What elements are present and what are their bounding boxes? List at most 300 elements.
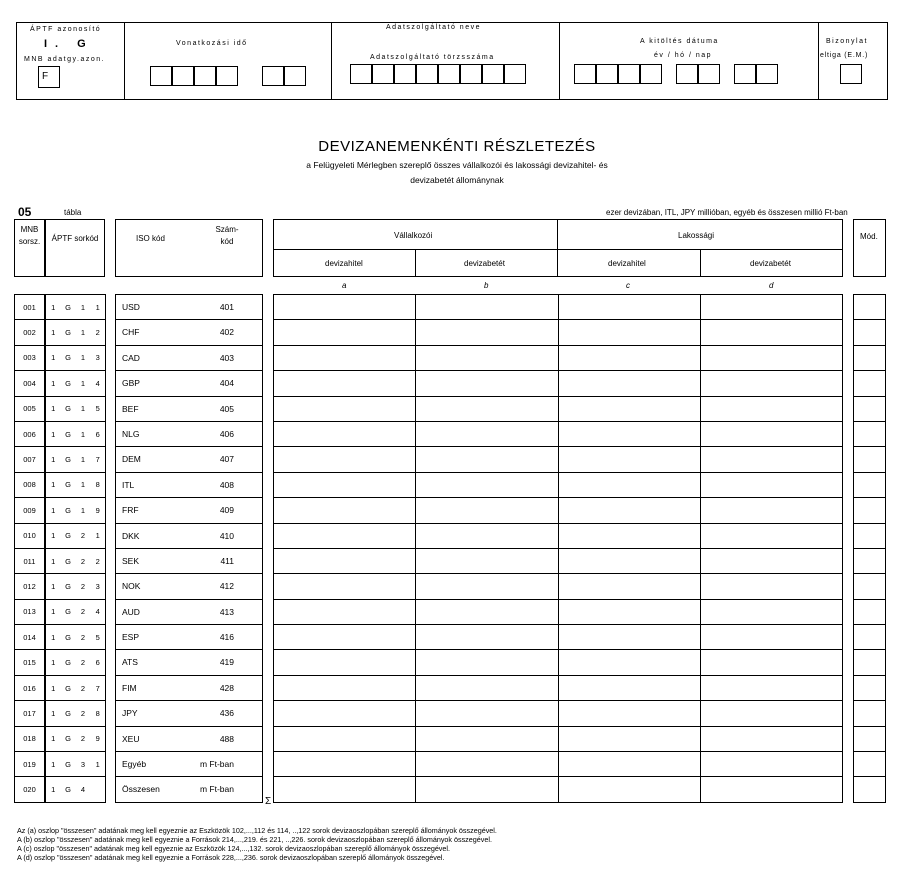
row-iso-code: CHF: [122, 327, 140, 338]
row-sorsz: 012: [15, 574, 45, 599]
row-sorsz: 017: [15, 701, 45, 726]
row-code-digit: G: [61, 650, 76, 675]
row-code-digit: 1: [46, 599, 61, 624]
row-iso: [116, 675, 263, 700]
row-num-code: 404: [219, 378, 234, 389]
table-row: [46, 752, 106, 777]
mod-cell[interactable]: [854, 752, 886, 777]
data-cell-d[interactable]: [700, 371, 842, 396]
row-code-digit: 6: [91, 650, 106, 675]
data-row: [274, 447, 843, 472]
data-cell-d[interactable]: [700, 421, 842, 446]
row-sorsz: 013: [15, 599, 45, 624]
row-code-digit: 2: [76, 599, 91, 624]
data-cell-c[interactable]: [558, 421, 700, 446]
data-cell-c[interactable]: [558, 295, 700, 320]
row-num-code: 405: [219, 403, 234, 414]
row-code-digit: G: [61, 777, 76, 802]
data-cell-b[interactable]: [416, 447, 558, 472]
fill-date-sub: év / hó / nap: [654, 52, 713, 59]
row-code-digit: [91, 777, 106, 802]
data-cell-c[interactable]: [558, 548, 700, 573]
row-sorsz: 014: [15, 625, 45, 650]
row-code-digit: 1: [46, 320, 61, 345]
data-cell-b[interactable]: [416, 777, 558, 802]
row-num-code: 412: [219, 581, 234, 592]
data-cell-c[interactable]: [558, 574, 700, 599]
row-code-digit: 3: [76, 752, 91, 777]
row-code-digit: G: [61, 447, 76, 472]
row-sorsz: 004: [15, 371, 45, 396]
row-num-code: 410: [219, 530, 234, 541]
mod-cell[interactable]: [854, 320, 886, 345]
note-a: Az (a) oszlop "összesen" adatának meg kell egyeznie az Eszközök 102,...,112 és 114, ..,122 sorok devizaoszlopában szereplő állományok összegével.: [17, 826, 497, 835]
data-row: [274, 371, 843, 396]
table-row: [46, 625, 106, 650]
mod-cell[interactable]: [854, 472, 886, 497]
data-cell-d[interactable]: [700, 726, 842, 751]
row-iso-code: FIM: [122, 682, 137, 693]
row-code-digit: 2: [76, 726, 91, 751]
col-c-header: devizahitel: [608, 259, 646, 268]
mod-cell[interactable]: [854, 726, 886, 751]
data-row: [274, 295, 843, 320]
table-row: [46, 548, 106, 573]
data-cell-c[interactable]: [558, 345, 700, 370]
data-cell-b[interactable]: [416, 421, 558, 446]
data-cell-b[interactable]: [416, 625, 558, 650]
row-sorsz: 005: [15, 396, 45, 421]
row-code-digit: 2: [76, 650, 91, 675]
data-cell-b[interactable]: [416, 523, 558, 548]
data-cell-d[interactable]: [700, 523, 842, 548]
row-sorsz: 003: [15, 345, 45, 370]
row-code-digit: 1: [91, 295, 106, 320]
mnb-label: MNB adatgy.azon.: [24, 56, 106, 63]
footnotes: [17, 826, 497, 862]
row-code-digit: G: [61, 701, 76, 726]
data-cell-a[interactable]: [274, 726, 416, 751]
row-code-digit: 4: [91, 599, 106, 624]
data-cell-a[interactable]: [274, 371, 416, 396]
row-code-digit: 2: [76, 625, 91, 650]
cert-label: Bizonylat: [826, 38, 868, 45]
table-row: [46, 421, 106, 446]
data-cell-d[interactable]: [700, 625, 842, 650]
row-code-digit: 1: [46, 650, 61, 675]
row-code-digit: 2: [76, 701, 91, 726]
row-iso: [116, 472, 263, 497]
data-cell-a[interactable]: [274, 421, 416, 446]
data-cell-a[interactable]: [274, 599, 416, 624]
row-iso-code: SEK: [122, 555, 140, 566]
data-row: [274, 701, 843, 726]
sorsz-column: [14, 294, 45, 803]
mod-cell[interactable]: [854, 396, 886, 421]
row-iso: [116, 345, 263, 370]
data-cell-d[interactable]: [700, 295, 842, 320]
sigma-mark: Σ: [265, 796, 272, 807]
data-cell-c[interactable]: [558, 371, 700, 396]
row-code-digit: 1: [76, 421, 91, 446]
period-label: Vonatkozási idő: [176, 40, 248, 47]
row-iso: [116, 726, 263, 751]
row-code-digit: 3: [91, 345, 106, 370]
mnb-value: F: [42, 71, 49, 82]
data-cell-a[interactable]: [274, 574, 416, 599]
data-row: [274, 675, 843, 700]
data-cell-c[interactable]: [558, 498, 700, 523]
mod-column: [853, 294, 886, 803]
row-iso-code: ITL: [122, 479, 135, 490]
data-cell-b[interactable]: [416, 650, 558, 675]
mod-cell[interactable]: [854, 345, 886, 370]
data-cell-d[interactable]: [700, 777, 842, 802]
row-code-digit: 1: [91, 523, 106, 548]
row-num-code: 419: [219, 657, 234, 668]
mod-cell[interactable]: [854, 777, 886, 802]
row-num-code: 403: [219, 352, 234, 363]
data-cell-b[interactable]: [416, 498, 558, 523]
row-code-digit: 2: [76, 523, 91, 548]
row-sorsz: 006: [15, 421, 45, 446]
row-sorsz: 010: [15, 523, 45, 548]
data-row: [274, 498, 843, 523]
row-code-digit: 1: [76, 498, 91, 523]
data-cell-d[interactable]: [700, 599, 842, 624]
data-cell-a[interactable]: [274, 295, 416, 320]
row-iso-code: CAD: [122, 352, 140, 363]
row-code-digit: 1: [46, 295, 61, 320]
data-cell-c[interactable]: [558, 752, 700, 777]
mod-header: Mód.: [853, 219, 886, 277]
row-code-digit: G: [61, 345, 76, 370]
data-cell-a[interactable]: [274, 345, 416, 370]
row-code-digit: 1: [46, 447, 61, 472]
table-row: [46, 675, 106, 700]
data-row: [274, 320, 843, 345]
cert-sub: eltiga (E.M.): [820, 52, 869, 59]
data-cell-d[interactable]: [700, 650, 842, 675]
mod-cell[interactable]: [854, 498, 886, 523]
row-code-digit: 1: [91, 752, 106, 777]
data-row: [274, 345, 843, 370]
table-row: [46, 523, 106, 548]
mod-cell[interactable]: [854, 295, 886, 320]
row-code-digit: G: [61, 523, 76, 548]
data-row: [274, 777, 843, 802]
data-cell-b[interactable]: [416, 345, 558, 370]
data-cell-b[interactable]: [416, 472, 558, 497]
mod-cell[interactable]: [854, 625, 886, 650]
data-cell-c[interactable]: [558, 701, 700, 726]
row-code-digit: 1: [46, 421, 61, 446]
data-cell-a[interactable]: [274, 472, 416, 497]
data-cell-a[interactable]: [274, 675, 416, 700]
letter-a: a: [342, 281, 347, 290]
data-cell-c[interactable]: [558, 777, 700, 802]
row-sorsz: 008: [15, 472, 45, 497]
lakossagi-header: Lakossági: [678, 231, 715, 240]
data-cell-b[interactable]: [416, 701, 558, 726]
mod-cell[interactable]: [854, 523, 886, 548]
row-iso-code: USD: [122, 302, 140, 312]
mod-cell[interactable]: [854, 548, 886, 573]
data-cell-b[interactable]: [416, 599, 558, 624]
row-code-digit: 1: [76, 396, 91, 421]
row-iso-code: ATS: [122, 657, 138, 668]
page-subtitle-2: devizabetét állománynak: [410, 175, 504, 185]
row-code-digit: 8: [91, 472, 106, 497]
provider-name-label: Adatszolgáltató neve: [386, 24, 481, 31]
data-cell-a[interactable]: [274, 498, 416, 523]
data-cell-c[interactable]: [558, 523, 700, 548]
row-iso: [116, 421, 263, 446]
row-code-digit: 1: [76, 447, 91, 472]
row-code-digit: 1: [46, 574, 61, 599]
aptf-code-column: [45, 294, 106, 803]
row-sorsz: 019: [15, 752, 45, 777]
data-row: [274, 548, 843, 573]
row-num-code: 413: [219, 606, 234, 617]
data-cell-a[interactable]: [274, 396, 416, 421]
row-code-digit: G: [61, 396, 76, 421]
aptf-label: ÁPTF azonosító: [30, 26, 102, 33]
data-cell-c[interactable]: [558, 320, 700, 345]
row-code-digit: G: [61, 371, 76, 396]
data-cell-c[interactable]: [558, 726, 700, 751]
mod-cell[interactable]: [854, 421, 886, 446]
data-cell-a[interactable]: [274, 447, 416, 472]
row-code-digit: 3: [91, 574, 106, 599]
table-row: [46, 599, 106, 624]
iso-header: ISO kód Szám-kód: [115, 219, 263, 277]
row-iso-code: JPY: [122, 708, 138, 719]
data-cell-d[interactable]: [700, 320, 842, 345]
row-iso-code: BEF: [122, 403, 139, 414]
row-code-digit: 1: [46, 371, 61, 396]
row-iso: [116, 498, 263, 523]
row-sorsz: 016: [15, 675, 45, 700]
data-row: [274, 523, 843, 548]
row-iso: [116, 574, 263, 599]
row-sorsz: 018: [15, 726, 45, 751]
fill-date-label: A kitöltés dátuma: [640, 38, 719, 45]
data-cell-d[interactable]: [700, 548, 842, 573]
row-code-digit: 1: [76, 371, 91, 396]
row-code-digit: G: [61, 472, 76, 497]
row-code-digit: G: [61, 752, 76, 777]
row-code-digit: G: [61, 599, 76, 624]
row-code-digit: 9: [91, 726, 106, 751]
row-code-digit: 1: [76, 472, 91, 497]
row-num-code: 411: [220, 555, 234, 566]
row-code-digit: 7: [91, 447, 106, 472]
table-row: [46, 777, 106, 802]
data-row: [274, 421, 843, 446]
row-iso: [116, 320, 263, 345]
letter-d: d: [769, 281, 774, 290]
row-num-code: 402: [219, 327, 234, 338]
row-code-digit: 2: [76, 548, 91, 573]
col-b-header: devizabetét: [464, 259, 505, 268]
data-cell-c[interactable]: [558, 599, 700, 624]
data-cell-a[interactable]: [274, 548, 416, 573]
row-sorsz: 007: [15, 447, 45, 472]
row-iso-code: Összesen: [122, 784, 160, 795]
row-num-code: 488: [219, 733, 234, 744]
data-cell-d[interactable]: [700, 752, 842, 777]
table-row: [46, 701, 106, 726]
row-code-digit: 7: [91, 675, 106, 700]
row-code-digit: 1: [46, 777, 61, 802]
data-cell-c[interactable]: [558, 650, 700, 675]
row-code-digit: 2: [91, 320, 106, 345]
row-code-digit: 1: [46, 675, 61, 700]
data-cell-d[interactable]: [700, 472, 842, 497]
data-cell-a[interactable]: [274, 752, 416, 777]
row-code-digit: G: [61, 320, 76, 345]
data-cell-a[interactable]: [274, 320, 416, 345]
mod-cell[interactable]: [854, 371, 886, 396]
data-row: [274, 599, 843, 624]
row-code-digit: 1: [46, 498, 61, 523]
table-row: [46, 345, 106, 370]
data-cell-b[interactable]: [416, 396, 558, 421]
row-code-digit: 1: [76, 320, 91, 345]
col-a-header: devizahitel: [325, 259, 363, 268]
mod-cell[interactable]: [854, 675, 886, 700]
row-code-digit: 2: [76, 675, 91, 700]
row-code-digit: 6: [91, 421, 106, 446]
data-cell-d[interactable]: [700, 345, 842, 370]
row-num-code: 428: [219, 682, 234, 693]
data-cell-b[interactable]: [416, 548, 558, 573]
row-iso: [116, 396, 263, 421]
row-num-code: 436: [219, 708, 234, 719]
row-iso: [116, 447, 263, 472]
table-row: [46, 650, 106, 675]
col-d-header: devizabetét: [750, 259, 791, 268]
table-row: [46, 371, 106, 396]
data-cell-d[interactable]: [700, 675, 842, 700]
table-row: [46, 472, 106, 497]
row-iso: [116, 295, 263, 320]
data-cell-b[interactable]: [416, 752, 558, 777]
data-cell-c[interactable]: [558, 472, 700, 497]
row-num-code: 416: [219, 632, 234, 643]
data-row: [274, 726, 843, 751]
page-subtitle-1: a Felügyeleti Mérlegben szereplő összes vállalkozói és lakossági devizahitel- és: [306, 160, 608, 170]
data-cell-b[interactable]: [416, 371, 558, 396]
row-code-digit: G: [61, 295, 76, 320]
note-b: A (b) oszlop "összesen" adatának meg kell egyeznie a Források 214,...,219. és 221, ..,226. sorok devizaoszlopában szereplő állományok összegével.: [17, 835, 492, 844]
row-code-digit: 1: [46, 752, 61, 777]
data-row: [274, 396, 843, 421]
row-code-digit: 4: [76, 777, 91, 802]
data-cell-a[interactable]: [274, 650, 416, 675]
row-code-digit: 1: [46, 548, 61, 573]
data-cell-b[interactable]: [416, 574, 558, 599]
row-code-digit: 2: [76, 574, 91, 599]
row-iso: [116, 548, 263, 573]
mod-cell[interactable]: [854, 701, 886, 726]
data-cell-d[interactable]: [700, 396, 842, 421]
row-iso: [116, 599, 263, 624]
page-title: DEVIZANEMENKÉNTI RÉSZLETEZÉS: [318, 138, 596, 155]
data-cell-a[interactable]: [274, 777, 416, 802]
row-code-digit: 1: [46, 701, 61, 726]
row-num-code: 406: [219, 428, 234, 439]
data-cell-c[interactable]: [558, 625, 700, 650]
data-cell-b[interactable]: [416, 726, 558, 751]
row-sorsz: 009: [15, 498, 45, 523]
data-cell-a[interactable]: [274, 625, 416, 650]
units-note: ezer devizában, ITL, JPY millióban, egyéb és összesen millió Ft-ban: [606, 208, 848, 217]
mod-cell[interactable]: [854, 447, 886, 472]
data-grid: [273, 294, 843, 803]
row-code-digit: 1: [46, 396, 61, 421]
row-num-code: 408: [219, 479, 234, 490]
data-cell-d[interactable]: [700, 701, 842, 726]
data-cell-d[interactable]: [700, 447, 842, 472]
row-num-code: m Ft-ban: [199, 784, 234, 795]
data-cell-c[interactable]: [558, 396, 700, 421]
mod-cell[interactable]: [854, 574, 886, 599]
data-cell-b[interactable]: [416, 320, 558, 345]
row-iso-code: NLG: [122, 428, 140, 439]
row-sorsz: 002: [15, 320, 45, 345]
mod-cell[interactable]: [854, 650, 886, 675]
row-sorsz: 011: [15, 548, 45, 573]
table-row: [46, 396, 106, 421]
letter-c: c: [626, 281, 630, 290]
table-row: [46, 447, 106, 472]
row-code-digit: 2: [91, 548, 106, 573]
data-cell-d[interactable]: [700, 498, 842, 523]
row-code-digit: 8: [91, 701, 106, 726]
data-row: [274, 472, 843, 497]
row-code-digit: G: [61, 548, 76, 573]
cert-box[interactable]: [840, 64, 862, 84]
mnb-value-box[interactable]: [38, 66, 60, 88]
mod-cell[interactable]: [854, 599, 886, 624]
row-sorsz: 001: [15, 295, 45, 320]
data-cell-d[interactable]: [700, 574, 842, 599]
data-cell-b[interactable]: [416, 675, 558, 700]
row-iso: [116, 777, 263, 802]
row-iso-code: ESP: [122, 632, 140, 643]
table-row: [46, 574, 106, 599]
row-code-digit: G: [61, 675, 76, 700]
row-code-digit: G: [61, 625, 76, 650]
row-code-digit: 1: [46, 625, 61, 650]
data-cell-a[interactable]: [274, 701, 416, 726]
mnb-sorsz-header: MNB sorsz.: [14, 219, 45, 277]
row-code-digit: G: [61, 498, 76, 523]
row-code-digit: 1: [46, 726, 61, 751]
row-num-code: 409: [219, 505, 234, 516]
data-cell-b[interactable]: [416, 295, 558, 320]
data-cell-c[interactable]: [558, 447, 700, 472]
row-code-digit: 4: [91, 371, 106, 396]
data-cell-a[interactable]: [274, 523, 416, 548]
letter-b: b: [484, 281, 489, 290]
data-row: [274, 752, 843, 777]
row-iso-code: NOK: [122, 581, 141, 592]
data-cell-c[interactable]: [558, 675, 700, 700]
row-code-digit: 1: [76, 345, 91, 370]
